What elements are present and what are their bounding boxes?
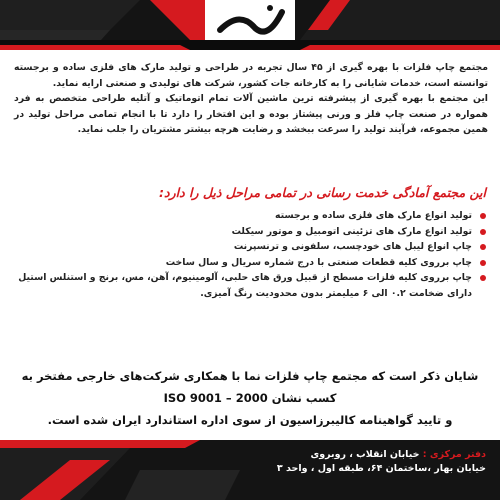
certification-note (14, 365, 486, 431)
list-item-text: تولید انواع مارک های فلزی ساده و برجسته (275, 210, 472, 221)
list-item-text: تولید انواع مارک های تزئینی اتومبیل و موتور سیکلت (231, 225, 472, 237)
bullet-icon (480, 260, 486, 266)
intro-paragraph: این مجتمع با بهره گیری از پیشرفته ترین ماشین آلات تمام اتوماتیک و آتلیه طراحی متخصص به فرد همواره در صنعت چاپ فلز و ورنی پیشتاز بوده و این افتخار را دارد تا با انجام تمامی مراحل تولید در همین مجموعه، فرآیند تولید را سرعت ببخشد و رضایت هرچه بیشتر مشتریان را جلب نماید. (14, 93, 488, 135)
address-line: خیابان انقلاب ، روبروی (310, 449, 420, 460)
note-line: شایان ذکر است که مجتمع چاپ فلزات نما با همکاری شرکت‌های خارجی مفتخر به (21, 369, 479, 383)
bullet-icon (480, 229, 486, 235)
list-item (14, 208, 486, 224)
bullet-icon (480, 244, 486, 250)
footer-banner (0, 440, 500, 500)
header-graphic (0, 0, 500, 50)
address-block (277, 448, 486, 476)
list-item-text: چاپ برروی کلیه فلزات مسطح از قبیل ورق های حلبی، آلومینیوم، آهن، مس، برنج و استنلس استیل دارای ضخامت ۰.۲ الی ۶ میلیمتر بدون محدودیت رنگ آمیزی. (18, 272, 472, 299)
list-item-text: چاپ انواع لیبل های خودچسب، سلفونی و ترنسپرنت (233, 241, 472, 252)
intro-text (14, 60, 488, 138)
list-item-text: چاپ برروی کلیه قطعات صنعتی با درج شماره سریال و سال ساخت (165, 256, 472, 268)
bullet-icon (480, 275, 486, 281)
address-line: خیابان بهار ،ساختمان ۶۴، طبقه اول ، واحد ۳ (276, 463, 486, 474)
bullet-icon (480, 213, 486, 219)
note-line: و تایید گواهینامه کالیبرزاسیون از سوی اداره استاندارد ایران شده است. (47, 413, 453, 427)
list-item (14, 239, 486, 255)
list-item (14, 270, 486, 301)
list-item (14, 224, 486, 240)
services-list (14, 208, 486, 301)
office-label: دفتر مرکزی : (422, 449, 486, 460)
logo-icon (205, 0, 295, 40)
note-line-iso: کسب نشان 2000 – ISO 9001 (163, 391, 337, 405)
services-heading: این مجتمع آمادگی خدمت رسانی در تمامی مراحل ذیل را دارد: (159, 185, 486, 200)
list-item (14, 255, 486, 271)
intro-paragraph: مجتمع چاپ فلزات با بهره گیری از ۴۵ سال تجربه در طراحی و تولید مارک های فلزی ساده و برجسته توانسته است، خدمات شایانی را به کارخانه جات کشور، شرکت های تولیدی و صنعتی ارایه نماید. (14, 62, 489, 89)
header-banner (0, 0, 500, 50)
